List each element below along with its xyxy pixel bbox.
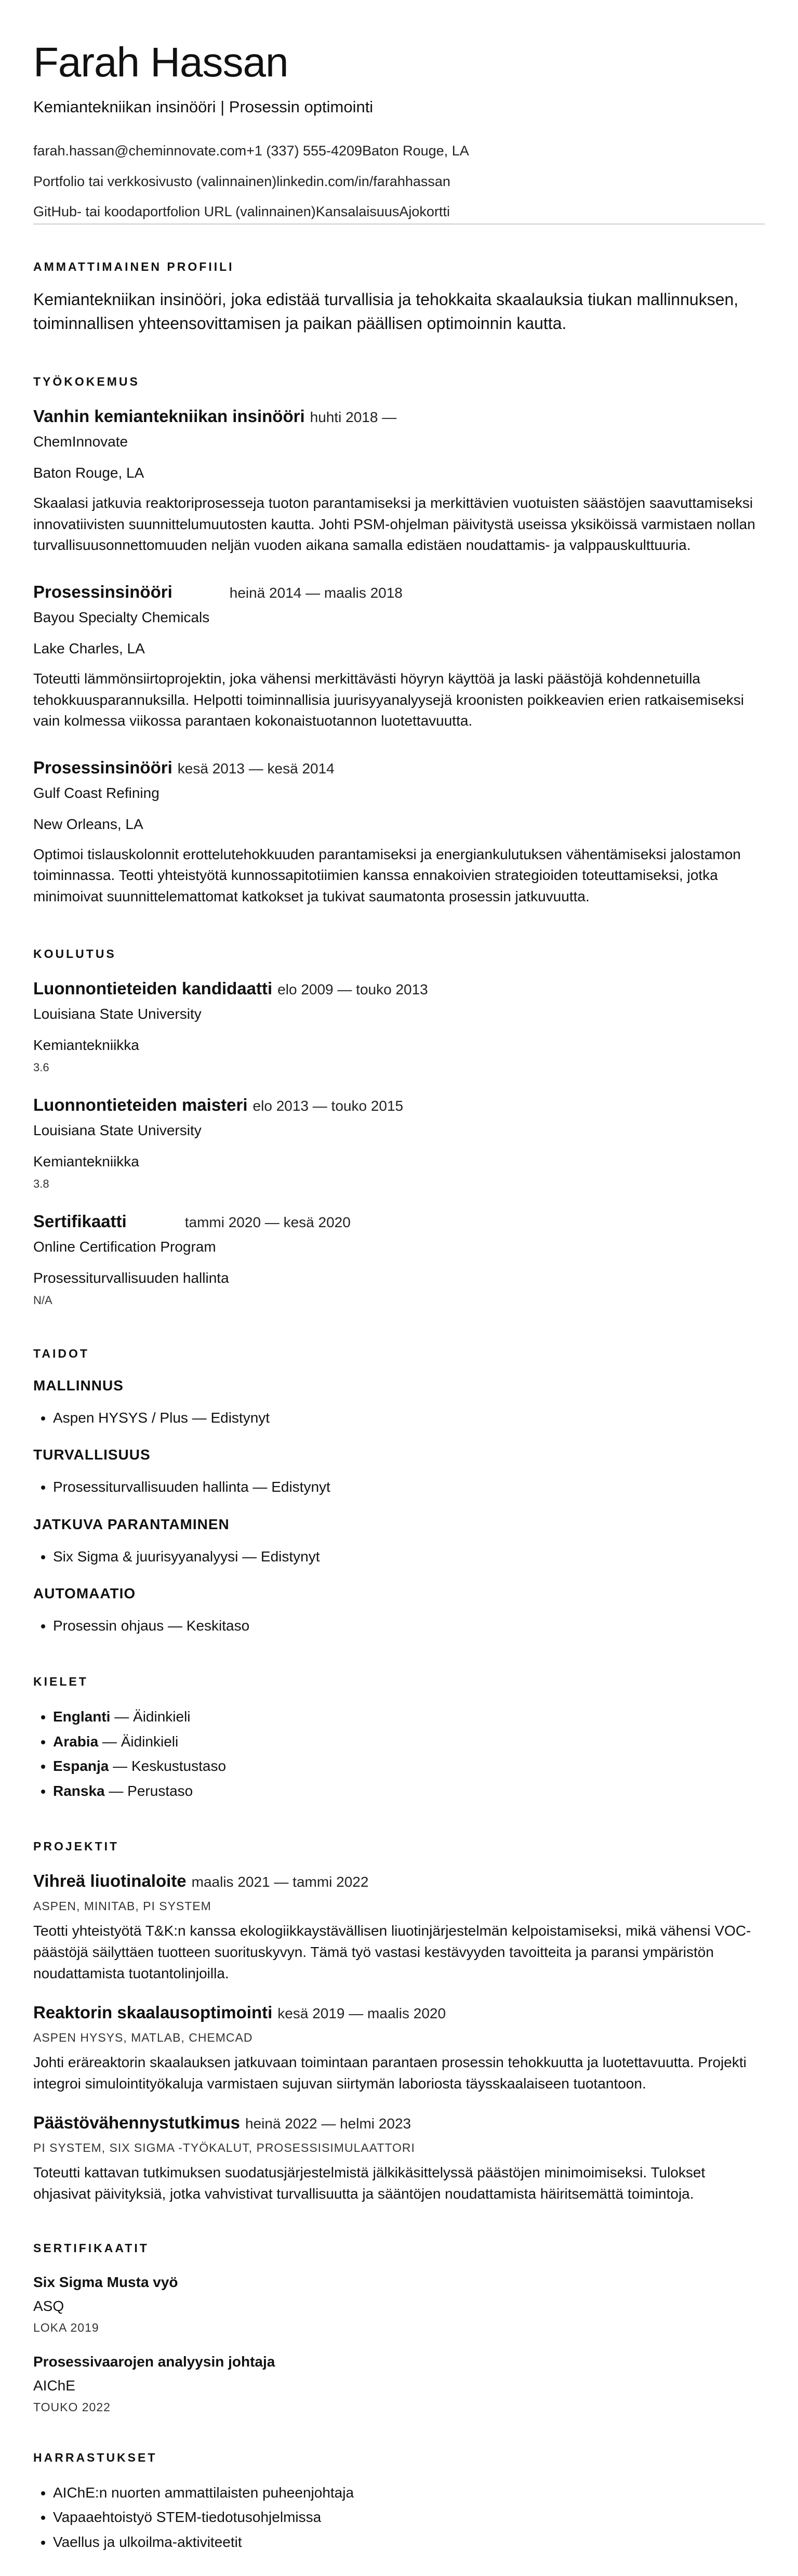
skills-section bbox=[33, 1347, 765, 1638]
skill-item: • Six Sigma & juurisyyanalyysi — Edistynyt bbox=[53, 1544, 765, 1569]
email-link[interactable]: farah.hassan@cheminnovate.com bbox=[33, 143, 247, 159]
linkedin-link[interactable]: linkedin.com/in/farahhassan bbox=[276, 173, 450, 189]
job-location: New Orleans, LA bbox=[33, 816, 143, 832]
certificates-section bbox=[33, 2241, 765, 2414]
job-title: Prosessinsinööri bbox=[33, 757, 172, 777]
job-title: Vanhin kemiantekniikan insinööri bbox=[33, 406, 305, 426]
company-name: ChemInnovate bbox=[33, 433, 128, 450]
project-dates: heinä 2022 — helmi 2023 bbox=[245, 2115, 411, 2132]
job-dates: kesä 2013 — kesä 2014 bbox=[177, 760, 335, 777]
job-title: Prosessinsinööri bbox=[33, 582, 172, 602]
portfolio-link[interactable]: Portfolio tai verkkosivusto (valinnainen) bbox=[33, 173, 277, 189]
certificate-entry bbox=[33, 2354, 765, 2414]
profile-text: Kemiantekniikan insinööri, joka edistää turvallisia ja tehokkaita skaalauksia tiukan mallinnuksen, toiminnallisen yhteensovittamisen ja paikan päällisen optimoinnin kautta. bbox=[33, 290, 739, 333]
language-name: Englanti bbox=[53, 1708, 111, 1725]
education-section bbox=[33, 947, 765, 1307]
degree-grade: 3.6 bbox=[33, 1060, 49, 1074]
degree-grade: N/A bbox=[33, 1293, 52, 1307]
experience-entry bbox=[33, 758, 765, 908]
skill-list bbox=[33, 1405, 765, 1430]
language-item bbox=[53, 1754, 765, 1779]
language-level: — Äidinkieli bbox=[110, 1708, 191, 1725]
degree-field: Kemiantekniikka bbox=[33, 1153, 139, 1169]
hobby-item: • Vaellus ja ulkoilma-aktiviteetit bbox=[53, 2530, 765, 2555]
section-title: SERTIFIKAATIT bbox=[33, 2241, 149, 2255]
degree-grade: 3.8 bbox=[33, 1177, 49, 1190]
hobbies-section bbox=[33, 2451, 765, 2555]
degree-field: Prosessiturvallisuuden hallinta bbox=[33, 1269, 229, 1286]
experience-entry bbox=[33, 406, 765, 556]
job-location: Lake Charles, LA bbox=[33, 640, 145, 657]
language-name: Ranska bbox=[53, 1782, 105, 1799]
profile-section bbox=[33, 260, 765, 336]
hobby-list bbox=[33, 2480, 765, 2555]
degree-dates: elo 2013 — touko 2015 bbox=[252, 1097, 404, 1114]
certificate-title: Six Sigma Musta vyö bbox=[33, 2273, 178, 2290]
language-level: — Perustaso bbox=[104, 1782, 193, 1799]
degree-dates: tammi 2020 — kesä 2020 bbox=[184, 1214, 351, 1230]
degree-title: Luonnontieteiden maisteri bbox=[33, 1095, 248, 1114]
degree-title: Luonnontieteiden kandidaatti bbox=[33, 978, 273, 998]
project-title: Päästövähennystutkimus bbox=[33, 2113, 240, 2133]
certificate-issuer: AIChE bbox=[33, 2377, 75, 2394]
project-tools: ASPEN, MINITAB, PI SYSTEM bbox=[33, 1899, 211, 1913]
project-description: Toteutti kattavan tutkimuksen suodatusjärjestelmistä jälkikäsittelyssä päästöjen minimoimiseksi. Tulokset ohjasivat päivityksiä, jotka vahvistivat turvallisuutta ja sääntöjen noudattamista häiritsemättä toimintoja. bbox=[33, 2164, 706, 2202]
project-dates: maalis 2021 — tammi 2022 bbox=[191, 1874, 369, 1890]
section-title: TYÖKOKEMUS bbox=[33, 375, 140, 389]
language-item bbox=[53, 1704, 765, 1729]
skill-category: MALLINNUS bbox=[33, 1377, 124, 1394]
section-title: AMMATTIMAINEN PROFIILI bbox=[33, 259, 234, 273]
job-location: Baton Rouge, LA bbox=[33, 465, 144, 481]
candidate-title: Kemiantekniikan insinööri | Prosessin optimointi bbox=[33, 98, 374, 116]
education-entry bbox=[33, 1095, 765, 1191]
skill-item: • Prosessiturvallisuuden hallinta — Edistynyt bbox=[53, 1475, 765, 1500]
certificate-date: TOUKO 2022 bbox=[33, 2400, 111, 2414]
certificate-entry bbox=[33, 2274, 765, 2335]
hobby-item: • Vapaaehtoistyö STEM-tiedotusohjelmissa bbox=[53, 2505, 765, 2530]
project-title: Vihreä liuotinaloite bbox=[33, 1871, 187, 1891]
language-level: — Keskustustaso bbox=[109, 1758, 227, 1775]
company-name: Gulf Coast Refining bbox=[33, 784, 159, 801]
certificate-date: LOKA 2019 bbox=[33, 2320, 99, 2334]
section-title: KIELET bbox=[33, 1675, 88, 1688]
degree-dates: elo 2009 — touko 2013 bbox=[277, 981, 428, 997]
language-level: — Äidinkieli bbox=[98, 1733, 179, 1750]
hobby-item: • AIChE:n nuorten ammattilaisten puheenjohtaja bbox=[53, 2480, 765, 2505]
school-name: Louisiana State University bbox=[33, 1005, 202, 1022]
license-text: Ajokortti bbox=[399, 204, 450, 219]
section-title: TAIDOT bbox=[33, 1346, 89, 1360]
project-tools: ASPEN HYSYS, MATLAB, CHEMCAD bbox=[33, 2031, 253, 2045]
contact-row-2 bbox=[33, 171, 765, 192]
location-text: Baton Rouge, LA bbox=[362, 143, 469, 159]
job-description: Toteutti lämmönsiirtoprojektin, joka vähensi merkittävästi höyryn käyttöä ja laski päästöjä kohdennetuilla tehokkuusparannuksilla. Helpotti toiminnallisia juurisyyanalyysejä kroonisten poikkeavien erien ratkaisemiseksi vain kolmessa viikossa parantaen kokonaistuotannon luotettavuutta. bbox=[33, 671, 744, 729]
project-description: Johti eräreaktorin skaalauksen jatkuvaan toimintaan parantaen prosessin tehokkuutta ja luotettavuutta. Projekti integroi simulointityökaluja varmistaen sujuvan siirtymän laboriosta täysskaalaiseen tuotantoon. bbox=[33, 2054, 747, 2092]
languages-section bbox=[33, 1675, 765, 1803]
project-entry bbox=[33, 1871, 765, 1984]
phone-text: +1 (337) 555-4209 bbox=[246, 143, 363, 159]
skill-category: JATKUVA PARANTAMINEN bbox=[33, 1516, 230, 1532]
project-description: Teotti yhteistyötä T&K:n kanssa ekologiikkaystävällisen liuotinjärjestelmän kelpoistamiseksi, mikä vähensi VOC-päästöjä säilyttäen tuotteen suorituskyvyn. Tämä työ vastasi kestävyyden tavoitteita ja paransi ympäristön noudattamista tuotantolinjoilla. bbox=[33, 1923, 751, 1981]
language-item bbox=[53, 1779, 765, 1804]
language-name: Arabia bbox=[53, 1733, 99, 1750]
projects-section bbox=[33, 1839, 765, 2204]
job-description: Skaalasi jatkuvia reaktoriprosesseja tuoton parantamiseksi ja merkittävien vuotuisten säästöjen saavuttamiseksi innovatiivisten suunnittelumuutosten kautta. Johti PSM-ohjelman päivitystä useissa yksiköissä varmistaen nollan turvallisuusonnettomuuden neljän vuoden aikana samalla edistäen noudattamis- ja valppauskulttuuria. bbox=[33, 495, 755, 554]
project-title: Reaktorin skaalausoptimointi bbox=[33, 2003, 273, 2022]
skill-list bbox=[33, 1475, 765, 1500]
skill-item: • Prosessin ohjaus — Keskitaso bbox=[53, 1613, 765, 1638]
school-name: Louisiana State University bbox=[33, 1122, 202, 1138]
project-entry bbox=[33, 2003, 765, 2094]
project-entry bbox=[33, 2113, 765, 2204]
education-entry bbox=[33, 979, 765, 1074]
job-description: Optimoi tislauskolonnit erottelutehokkuuden parantamiseksi ja energiankulutuksen vähentämiseksi jalostamon toiminnassa. Teotti yhteistyötä kunnossapitotiimien kanssa ennakoivien strategioiden toteuttamiseksi, jotka minimoivat suunnittelemattomat katkokset ja tukivat saumatonta prosessin jatkuvuutta. bbox=[33, 846, 741, 905]
degree-field: Kemiantekniikka bbox=[33, 1036, 139, 1053]
header-divider bbox=[33, 224, 765, 225]
education-entry bbox=[33, 1212, 765, 1307]
project-dates: kesä 2019 — maalis 2020 bbox=[277, 2005, 446, 2022]
section-title: KOULUTUS bbox=[33, 947, 116, 961]
language-item bbox=[53, 1729, 765, 1754]
company-name: Bayou Specialty Chemicals bbox=[33, 609, 210, 626]
section-title: PROJEKTIT bbox=[33, 1839, 119, 1854]
job-dates: heinä 2014 — maalis 2018 bbox=[229, 585, 403, 601]
candidate-name: Farah Hassan bbox=[33, 39, 288, 85]
certificate-issuer: ASQ bbox=[33, 2297, 64, 2314]
skill-category: TURVALLISUUS bbox=[33, 1447, 151, 1463]
project-tools: PI SYSTEM, SIX SIGMA -TYÖKALUT, PROSESSISIMULAATTORI bbox=[33, 2141, 415, 2155]
contact-row-3 bbox=[33, 201, 765, 224]
github-link[interactable]: GitHub- tai koodaportfolion URL (valinnainen) bbox=[33, 204, 316, 219]
citizenship-text: Kansalaisuus bbox=[315, 204, 400, 219]
language-list bbox=[33, 1704, 765, 1803]
section-title: HARRASTUKSET bbox=[33, 2450, 157, 2464]
job-dates: huhti 2018 — bbox=[310, 409, 397, 426]
skill-item: • Aspen HYSYS / Plus — Edistynyt bbox=[53, 1405, 765, 1430]
experience-section bbox=[33, 375, 765, 907]
degree-title: Sertifikaatti bbox=[33, 1211, 127, 1231]
contact-row-1 bbox=[33, 140, 765, 162]
experience-entry bbox=[33, 582, 765, 732]
language-name: Espanja bbox=[53, 1758, 109, 1775]
skill-list bbox=[33, 1613, 765, 1638]
skill-category: AUTOMAATIO bbox=[33, 1585, 136, 1602]
skill-list bbox=[33, 1544, 765, 1569]
certificate-title: Prosessivaarojen analyysin johtaja bbox=[33, 2353, 275, 2370]
school-name: Online Certification Program bbox=[33, 1238, 216, 1255]
